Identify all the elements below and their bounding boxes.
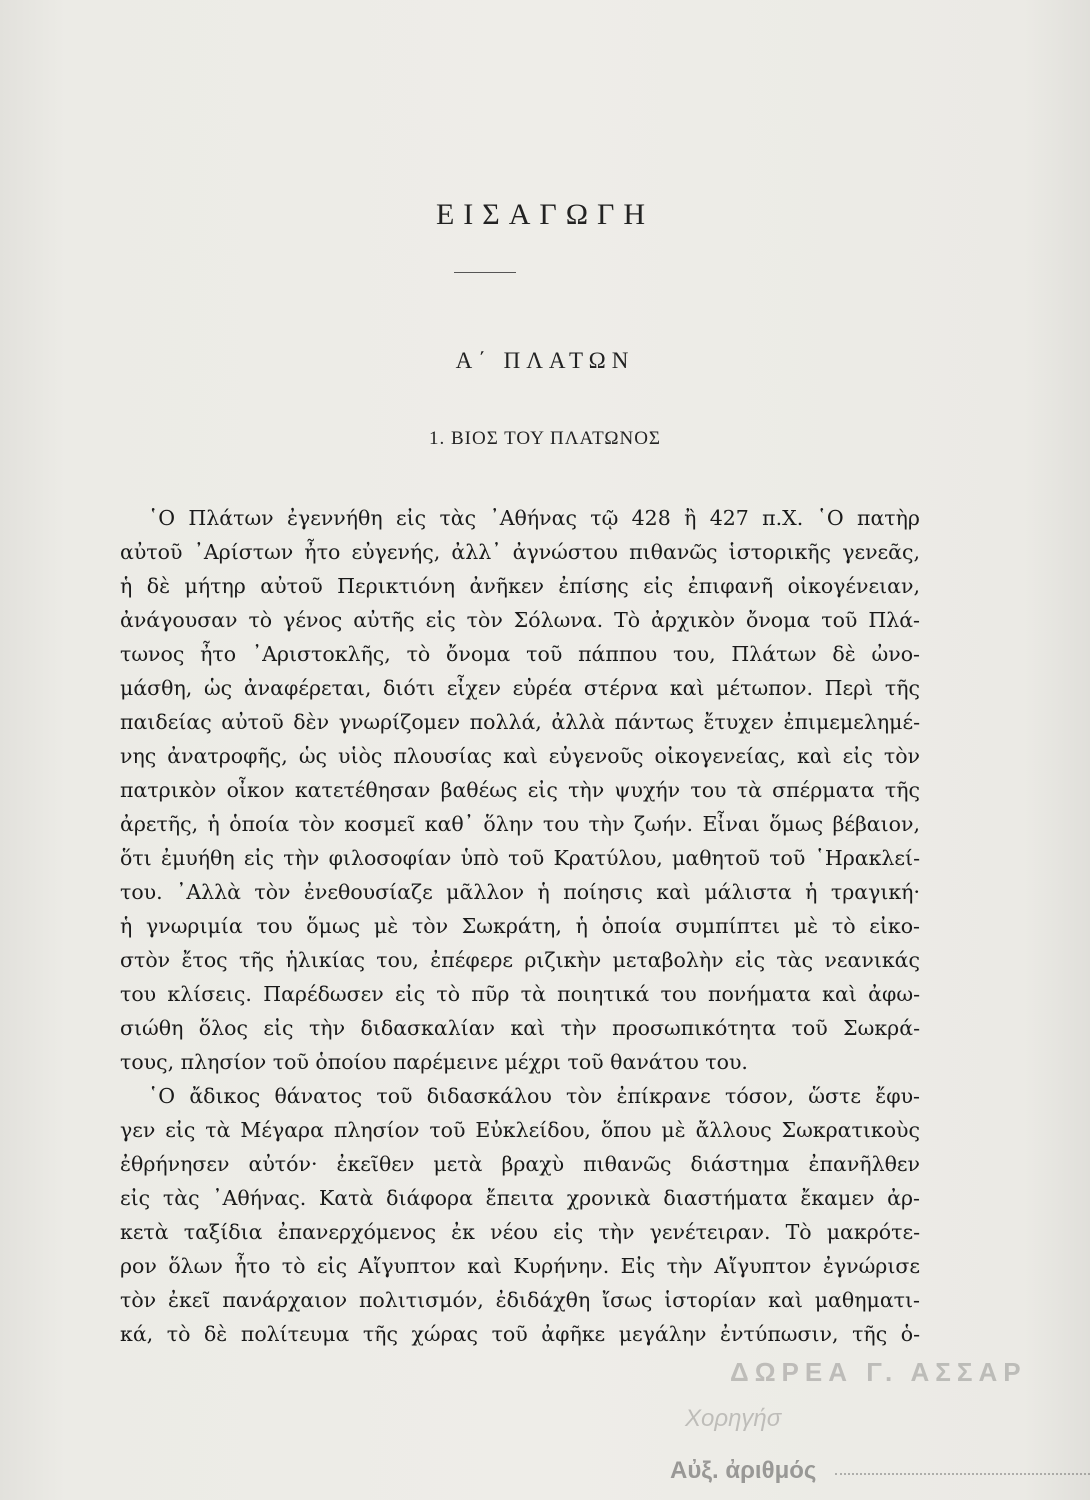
text-line: γεν εἰς τὰ Μέγαρα πλησίον τοῦ Εὐκλείδου, ὅπου μὲ ἄλλους Σωκρατικοὺς: [120, 1118, 920, 1142]
text-line: νης ἀνατροφῆς, ὡς υἱὸς πλουσίας καὶ εὐγενοῦς οἰκογενείας, καὶ εἰς τὸν: [120, 744, 920, 768]
text-line: κετὰ ταξίδια ἐπανερχόμενος ἐκ νέου εἰς τὴν γενέτειραν. Τὸ μακρότε-: [120, 1220, 920, 1244]
text-line: τους, πλησίον τοῦ ὁποίου παρέμεινε μέχρι τοῦ θανάτου του.: [120, 1050, 748, 1074]
text-line: ἡ δὲ μήτηρ αὐτοῦ Περικτιόνη ἀνῆκεν ἐπίσης εἰς ἐπιφανῆ οἰκογένειαν,: [120, 574, 920, 598]
stamp-accession-label: Αὐξ. ἀριθμός: [670, 1457, 817, 1484]
text-line: στὸν ἔτος τῆς ἡλικίας του, ἐπέφερε ριζικὴν μεταβολὴν εἰς τὰς νεανικάς: [120, 948, 920, 972]
library-stamp: [645, 1345, 1090, 1500]
text-line: πατρικὸν οἶκον κατετέθησαν βαθέως εἰς τὴν ψυχήν του τὰ σπέρματα τῆς: [120, 778, 920, 802]
section-title: 1. ΒΙΟΣ ΤΟΥ ΠΛΑΤΩΝΟΣ: [428, 428, 661, 449]
text-line: μάσθη, ὡς ἀναφέρεται, διότι εἶχεν εὐρέα στέρνα καὶ μέτωπον. Περὶ τῆς: [120, 676, 920, 700]
text-line: παιδείας αὐτοῦ δὲν γνωρίζομεν πολλά, ἀλλὰ πάντως ἔτυχεν ἐπιμεμελημέ-: [120, 710, 920, 734]
text-line: τωνος ἦτο ᾿Αριστοκλῆς, τὸ ὄνομα τοῦ πάππου του, Πλάτων δὲ ὠνο-: [120, 642, 920, 666]
part-title: Α΄ ΠΛΑΤΩΝ: [455, 348, 635, 373]
text-line: ἀρετῆς, ἡ ὁποία τὸν κοσμεῖ καθ᾿ ὅλην του τὴν ζωήν. Εἶναι ὅμως βέβαιον,: [120, 812, 920, 836]
body-text: [120, 501, 920, 1351]
text-line: του. ᾿Αλλὰ τὸν ἐνεθουσίαζε μᾶλλον ἡ ποίησις καὶ μάλιστα ἡ τραγική·: [120, 880, 920, 904]
stamp-handwritten-text: Χορηγήσ: [685, 1405, 782, 1432]
text-line: ὅτι ἐμυήθη εἰς τὴν φιλοσοφίαν ὑπὸ τοῦ Κρατύλου, μαθητοῦ τοῦ ῾Ηρακλεί-: [120, 846, 920, 870]
text-line: ῾Ο ἄδικος θάνατος τοῦ διδασκάλου τὸν ἐπίκρανε τόσον, ὥστε ἔφυ-: [148, 1084, 920, 1108]
stamp-dotted-line: [835, 1473, 1090, 1475]
stamp-donation-text: ΔΩΡΕΑ Γ. ΑΣΣΑΡ: [730, 1357, 1027, 1387]
title-divider: [454, 272, 516, 273]
text-line: ρον ὅλων ἦτο τὸ εἰς Αἴγυπτον καὶ Κυρήνην. Εἰς τὴν Αἴγυπτον ἐγνώρισε: [120, 1254, 920, 1278]
text-line: κά, τὸ δὲ πολίτευμα τῆς χώρας τοῦ ἀφῆκε μεγάλην ἐντύπωσιν, τῆς ὁ-: [120, 1322, 920, 1346]
text-line: εἰς τὰς ᾿Αθήνας. Κατὰ διάφορα ἔπειτα χρονικὰ διαστήματα ἔκαμεν ἀρ-: [120, 1186, 920, 1210]
text-line: ἐθρήνησεν αὐτόν· ἐκεῖθεν μετὰ βραχὺ πιθανῶς διάστημα ἐπανῆλθεν: [120, 1152, 920, 1176]
text-line: ῾Ο Πλάτων ἐγεννήθη εἰς τὰς ᾿Αθήνας τῷ 428 ἢ 427 π.Χ. ῾Ο πατὴρ: [148, 506, 920, 530]
text-line: αὐτοῦ ᾿Αρίστων ἦτο εὐγενής, ἀλλ᾿ ἀγνώστου πιθανῶς ἱστορικῆς γενεᾶς,: [120, 540, 920, 564]
text-line: τὸν ἐκεῖ πανάρχαιον πολιτισμόν, ἐδιδάχθη ἴσως ἱστορίαν καὶ μαθηματι-: [120, 1288, 920, 1312]
text-line: του κλίσεις. Παρέδωσεν εἰς τὸ πῦρ τὰ ποιητικά του πονήματα καὶ ἀφω-: [120, 982, 920, 1006]
text-line: ἀνάγουσαν τὸ γένος αὐτῆς εἰς τὸν Σόλωνα. Τὸ ἀρχικὸν ὄνομα τοῦ Πλά-: [120, 608, 920, 632]
text-line: ἡ γνωριμία του ὅμως μὲ τὸν Σωκράτη, ἡ ὁποία συμπίπτει μὲ τὸ εἰκο-: [120, 914, 920, 938]
text-line: σιώθη ὅλος εἰς τὴν διδασκαλίαν καὶ τὴν προσωπικότητα τοῦ Σωκρά-: [120, 1016, 920, 1040]
chapter-title: ΕΙΣΑΓΩΓΗ: [435, 198, 655, 231]
